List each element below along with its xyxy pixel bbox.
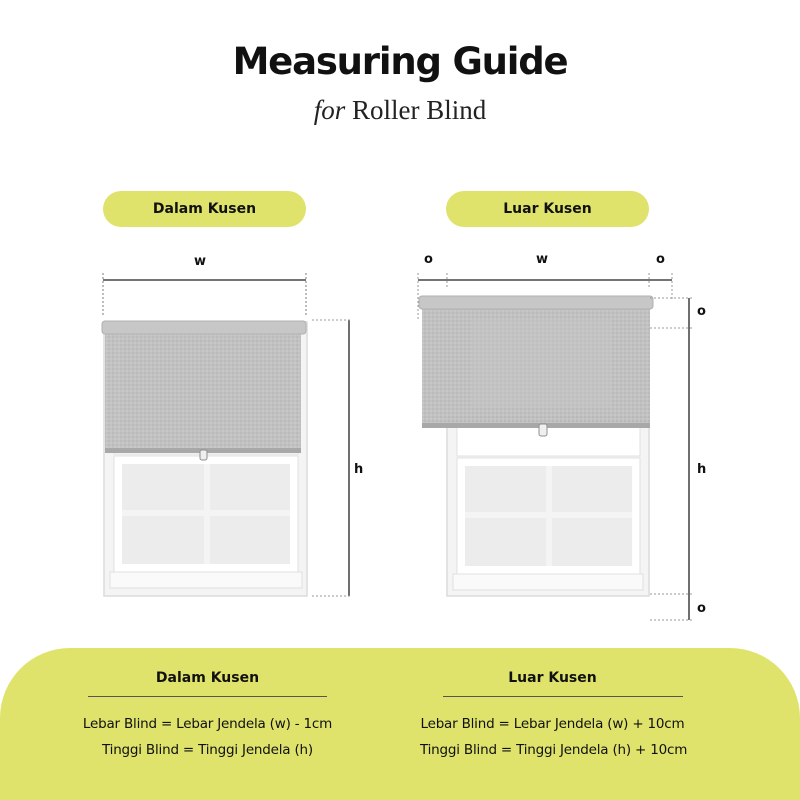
right-offset-left-label: o: [424, 252, 433, 267]
dalam-kusen-height-formula: Tinggi Blind = Tinggi Jendela (h): [102, 742, 313, 758]
left-width-line: [103, 273, 306, 316]
left-height-label: h: [354, 462, 364, 477]
dalam-kusen-heading: Dalam Kusen: [155, 670, 260, 686]
right-offset-right-label: o: [656, 252, 665, 267]
formula-panel: [0, 648, 800, 800]
right-window: [447, 418, 649, 596]
divider: [88, 696, 327, 697]
luar-kusen-formulas: [420, 648, 688, 763]
divider: [443, 696, 683, 697]
subtitle-product: Roller Blind: [352, 95, 487, 125]
left-roller-blind: [102, 321, 306, 460]
right-height-label: h: [697, 462, 707, 477]
right-width-label: w: [536, 252, 549, 267]
right-offset-top-label: o: [697, 304, 706, 319]
luar-kusen-badge: Luar Kusen: [446, 191, 649, 227]
luar-kusen-width-formula: Lebar Blind = Lebar Jendela (w) + 10cm: [420, 716, 685, 732]
luar-kusen-height-formula: Tinggi Blind = Tinggi Jendela (h) + 10cm: [420, 742, 688, 758]
luar-kusen-heading: Luar Kusen: [508, 670, 597, 686]
dalam-kusen-formulas: [80, 648, 335, 763]
page-title: Measuring Guide: [232, 40, 568, 83]
dalam-kusen-badge: Dalam Kusen: [103, 191, 306, 227]
left-height-line: [312, 320, 352, 596]
subtitle-for: for: [313, 95, 346, 125]
left-width-label: w: [194, 254, 207, 269]
dalam-kusen-width-formula: Lebar Blind = Lebar Jendela (w) - 1cm: [82, 716, 333, 732]
right-offset-bottom-label: o: [697, 601, 706, 616]
right-roller-blind: [419, 296, 653, 436]
right-height-line: [650, 298, 692, 620]
